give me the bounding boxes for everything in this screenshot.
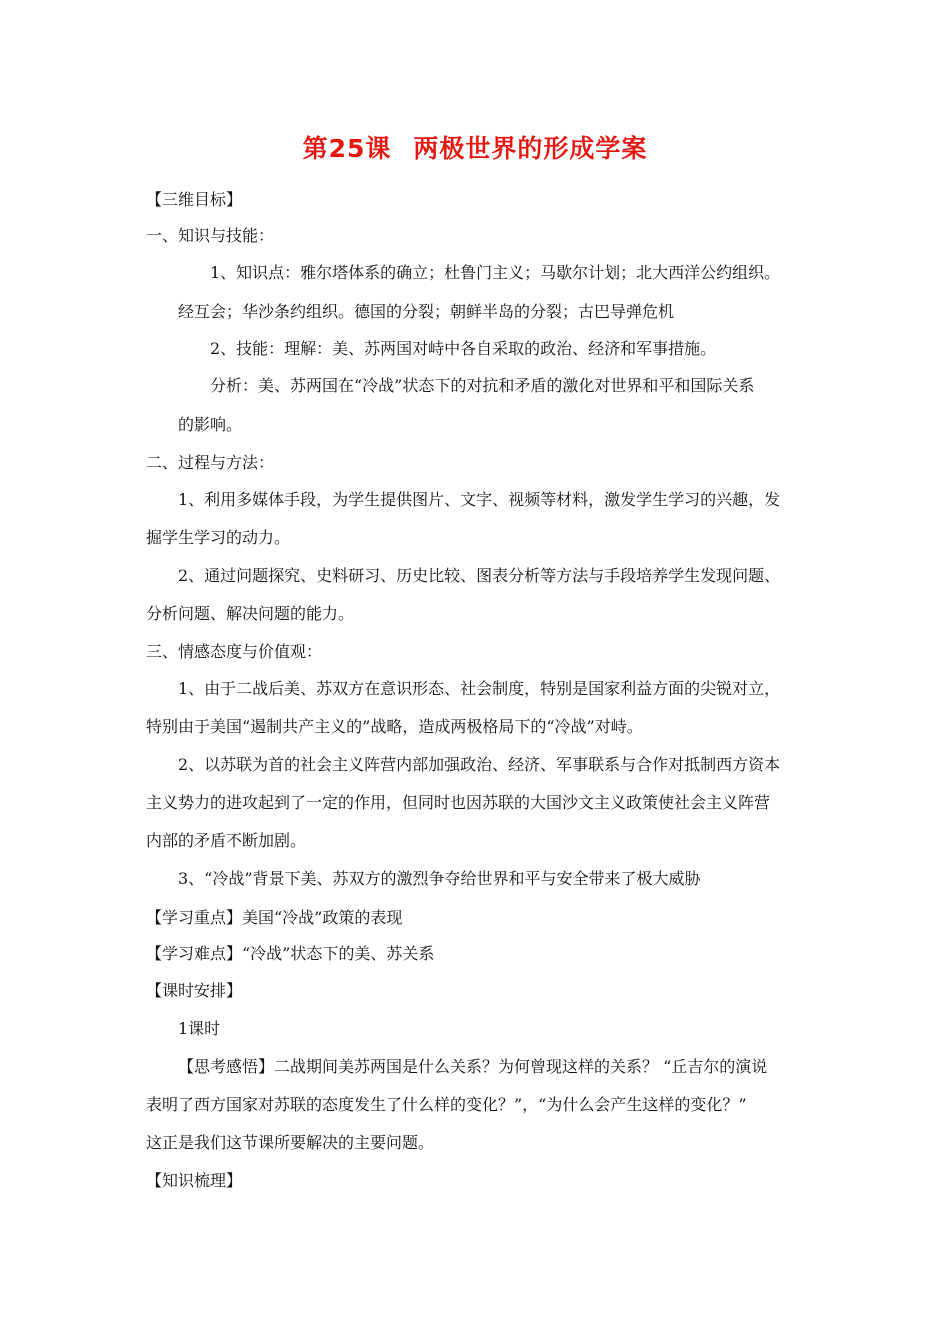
paragraph-line: 2、通过问题探究、史料研习、历史比较、图表分析等方法与手段培养学生发现问题、 [178, 566, 781, 585]
paragraph-line: 特别由于美国“遏制共产主义的”战略，造成两极格局下的“冷战”对峙。 [146, 717, 643, 736]
subheading-values: 三、情感态度与价值观： [146, 642, 323, 661]
paragraph-line: 掘学生学习的动力。 [146, 528, 291, 547]
lesson-name: 两极世界的形成学案 [413, 134, 648, 163]
page-title [0, 136, 950, 161]
subheading-knowledge: 一、知识与技能： [146, 226, 275, 245]
paragraph-line: 2、以苏联为首的社会主义阵营内部加强政治、经济、军事联系与合作对抵制西方资本 [178, 755, 781, 774]
section-heading-objectives: 【三维目标】 [146, 190, 243, 209]
difficult-point-line: 【学习难点】“冷战”状态下的美、苏关系 [146, 944, 435, 963]
paragraph-line: 表明了西方国家对苏联的态度发生了什么样的变化？”，“为什么会产生这样的变化？” [146, 1095, 747, 1114]
key-point-line: 【学习重点】美国“冷战”政策的表现 [146, 908, 403, 927]
paragraph-line: 1、知识点：雅尔塔体系的确立；杜鲁门主义；马歇尔计划；北大西洋公约组织。 [210, 263, 781, 282]
section-heading-schedule: 【课时安排】 [146, 981, 243, 1000]
paragraph-line: 主义势力的进攻起到了一定的作用，但同时也因苏联的大国沙文主义政策使社会主义阵营 [146, 793, 771, 812]
section-heading-knowledge-review: 【知识梳理】 [146, 1171, 243, 1190]
schedule-value: 1课时 [178, 1019, 221, 1038]
paragraph-line: 2、技能：理解：美、苏两国对峙中各自采取的政治、经济和军事措施。 [210, 339, 717, 358]
paragraph-line: 分析问题、解决问题的能力。 [146, 604, 355, 623]
lesson-number: 第25课 [302, 134, 392, 163]
paragraph-line: 【思考感悟】二战期间美苏两国是什么关系？为何曾现这样的关系？ “丘吉尔的演说 [178, 1057, 768, 1076]
paragraph-line: 经互会；华沙条约组织。德国的分裂；朝鲜半岛的分裂；古巴导弹危机 [178, 302, 675, 321]
paragraph-line: 1、利用多媒体手段，为学生提供图片、文字、视频等材料，激发学生学习的兴趣，发 [178, 490, 781, 509]
paragraph-line: 内部的矛盾不断加剧。 [146, 831, 307, 850]
paragraph-line: 这正是我们这节课所要解决的主要问题。 [146, 1133, 435, 1152]
paragraph-line: 3、“冷战”背景下美、苏双方的激烈争夺给世界和平与安全带来了极大威胁 [178, 869, 701, 888]
subheading-process: 二、过程与方法： [146, 453, 275, 472]
paragraph-line: 1、由于二战后美、苏双方在意识形态、社会制度，特别是国家利益方面的尖锐对立， [178, 679, 781, 698]
paragraph-line: 分析：美、苏两国在“冷战”状态下的对抗和矛盾的激化对世界和平和国际关系 [210, 376, 755, 395]
paragraph-line: 的影响。 [178, 415, 243, 434]
